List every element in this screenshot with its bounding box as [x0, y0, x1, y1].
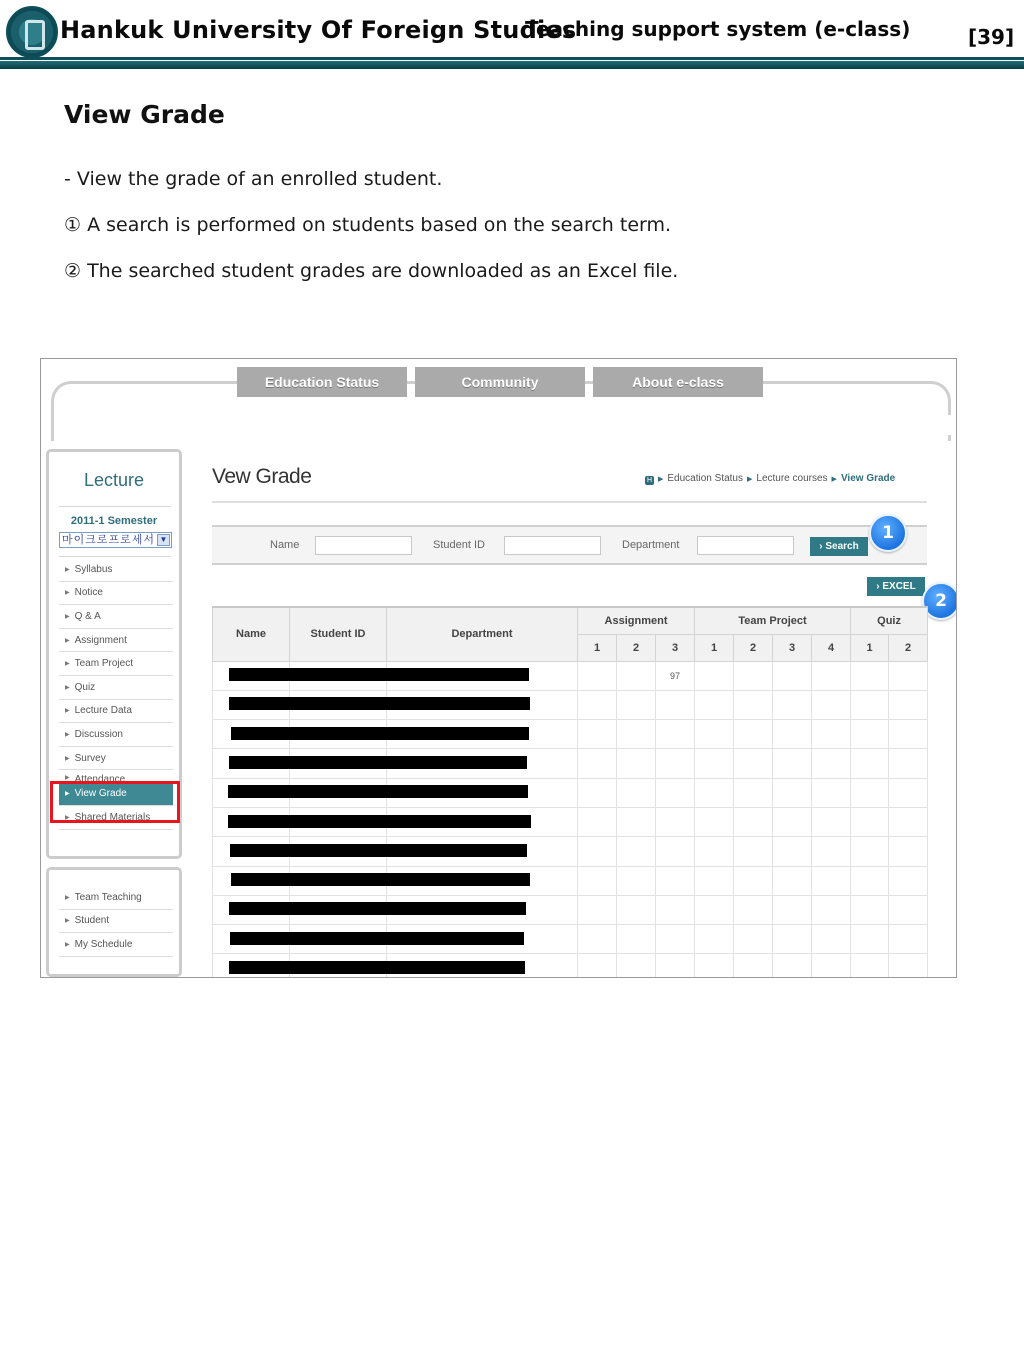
score-cell: [812, 661, 851, 690]
title-divider: [212, 501, 927, 503]
score-cell: [695, 778, 734, 807]
student-id-input[interactable]: [504, 536, 601, 555]
score-cell: [617, 895, 656, 924]
score-cell: [889, 807, 928, 836]
score-cell: [773, 749, 812, 778]
slide-title: View Grade: [64, 100, 225, 129]
score-cell: [578, 807, 617, 836]
description-item: ② The searched student grades are downloaded as an Excel file.: [64, 260, 679, 282]
subheader-assignment-3: 3: [656, 634, 695, 661]
subheader-team-project-1: 1: [695, 634, 734, 661]
score-cell: [695, 954, 734, 978]
score-cell: [812, 895, 851, 924]
score-cell: [773, 925, 812, 954]
score-cell: [851, 954, 889, 978]
sidebar-item-qa[interactable]: ▶ Q & A: [59, 605, 173, 629]
redaction-bar: [229, 961, 525, 974]
score-cell: [734, 837, 773, 866]
subheader-assignment-1: 1: [578, 634, 617, 661]
score-cell: [617, 954, 656, 978]
score-cell: [812, 866, 851, 895]
sidebar-item-assignment[interactable]: ▶ Assignment: [59, 629, 173, 653]
triangle-right-icon: ▶: [65, 566, 70, 573]
score-cell: [889, 749, 928, 778]
score-cell: [656, 778, 695, 807]
score-cell: [617, 720, 656, 749]
score-cell: [695, 720, 734, 749]
subheader-assignment-2: 2: [617, 634, 656, 661]
score-cell: [656, 925, 695, 954]
triangle-right-icon: ▶: [65, 894, 70, 901]
score-cell: [773, 690, 812, 719]
page-number: [39]: [968, 25, 1015, 49]
score-cell: [812, 837, 851, 866]
triangle-right-icon: ▶: [65, 941, 70, 948]
triangle-right-icon: ▶: [65, 661, 70, 668]
description-list: [64, 168, 678, 306]
score-cell: [695, 749, 734, 778]
chevron-down-icon[interactable]: ▼: [157, 534, 170, 546]
score-cell: [656, 807, 695, 836]
sidebar-item-lecture-data[interactable]: ▶ Lecture Data: [59, 700, 173, 724]
subheader-team-project-2: 2: [734, 634, 773, 661]
column-header-department: Department: [387, 607, 578, 661]
score-cell: [734, 749, 773, 778]
redaction-bar: [229, 902, 526, 915]
score-cell: [734, 778, 773, 807]
triangle-right-icon: ▶: [65, 708, 70, 715]
description-item: ① A search is performed on students based on the search term.: [64, 214, 672, 236]
sidebar-item-team-teaching[interactable]: ▶ Team Teaching: [59, 886, 173, 910]
semester-label: 2011-1 Semester: [70, 515, 158, 527]
score-cell: [617, 837, 656, 866]
view-grade-highlight: [50, 781, 180, 823]
score-cell: [889, 925, 928, 954]
score-cell: [695, 661, 734, 690]
score-cell: [578, 661, 617, 690]
score-cell: [695, 866, 734, 895]
score-cell: [617, 778, 656, 807]
redaction-bar: [228, 815, 531, 828]
score-cell: [617, 925, 656, 954]
sidebar-item-shared-materials[interactable]: ▶ Shared Materials: [59, 806, 173, 830]
triangle-right-icon: ▶: [65, 755, 70, 762]
department-input[interactable]: [697, 536, 794, 555]
score-cell: [617, 866, 656, 895]
score-cell: [617, 807, 656, 836]
score-cell: [578, 778, 617, 807]
score-cell: [734, 925, 773, 954]
tab-about-eclass[interactable]: About e-class: [593, 367, 763, 397]
home-icon[interactable]: H: [646, 477, 653, 484]
score-cell: [851, 807, 889, 836]
score-cell: [851, 778, 889, 807]
triangle-right-icon: ▶: [65, 918, 70, 925]
sidebar-item-attendance[interactable]: ▶ Attendance: [59, 770, 173, 782]
header-divider: [0, 57, 1024, 60]
student-id-label: Student ID: [433, 539, 485, 551]
score-cell: [578, 866, 617, 895]
score-cell: [578, 720, 617, 749]
triangle-right-icon: ▶: [65, 637, 70, 644]
score-cell: [734, 866, 773, 895]
subheader-team-project-4: 4: [812, 634, 851, 661]
sidebar-title: Lecture: [83, 470, 145, 490]
score-cell: [734, 954, 773, 978]
score-cell: [734, 895, 773, 924]
redaction-bar: [230, 844, 527, 857]
breadcrumb-item[interactable]: Education Status: [667, 473, 743, 484]
university-name: Hankuk University Of Foreign Studies: [60, 16, 577, 44]
score-cell: [851, 895, 889, 924]
score-cell: [656, 720, 695, 749]
sidebar-item-discussion[interactable]: ▶ Discussion: [59, 723, 173, 747]
score-cell: [656, 690, 695, 719]
excel-button[interactable]: › EXCEL: [867, 577, 925, 596]
score-cell: [773, 837, 812, 866]
redaction-bar: [228, 785, 528, 798]
column-header-name: Name: [213, 607, 290, 661]
sidebar-item-team-project[interactable]: ▶ Team Project: [59, 652, 173, 676]
sidebar-item-student[interactable]: ▶ Student: [59, 910, 173, 934]
score-cell: [851, 720, 889, 749]
score-cell: [773, 720, 812, 749]
score-cell: [695, 837, 734, 866]
score-cell: [851, 925, 889, 954]
score-cell: [812, 807, 851, 836]
eclass-screenshot: [40, 358, 957, 978]
score-cell: [656, 895, 695, 924]
score-cell: [656, 954, 695, 978]
triangle-right-icon: ▶: [65, 731, 70, 738]
score-cell: [656, 866, 695, 895]
subheader-quiz-2: 2: [889, 634, 928, 661]
score-cell: [773, 661, 812, 690]
score-cell: [773, 895, 812, 924]
column-header-quiz: Quiz: [851, 607, 928, 634]
score-cell: [617, 690, 656, 719]
column-header-student-id: Student ID: [290, 607, 387, 661]
callout-badge-1: 1: [869, 514, 907, 552]
score-cell: [889, 837, 928, 866]
score-cell: [812, 720, 851, 749]
redaction-bar: [229, 756, 527, 769]
score-cell: [578, 925, 617, 954]
score-cell: [889, 895, 928, 924]
triangle-right-icon: ▶: [65, 814, 70, 821]
column-header-team-project: Team Project: [695, 607, 851, 634]
score-cell: [578, 895, 617, 924]
breadcrumb: [645, 473, 895, 485]
breadcrumb-current: View Grade: [840, 473, 896, 484]
secondary-sidebar: [46, 867, 182, 977]
search-button[interactable]: › Search: [810, 537, 868, 556]
score-cell: [578, 690, 617, 719]
score-cell: [695, 690, 734, 719]
redaction-bar: [229, 697, 530, 710]
score-cell: [617, 749, 656, 778]
score-cell: [851, 866, 889, 895]
top-nav: [237, 367, 763, 397]
sidebar-item-survey[interactable]: ▶ Survey: [59, 747, 173, 771]
triangle-right-icon: ▶: [747, 476, 753, 483]
subheader-quiz-1: 1: [851, 634, 889, 661]
triangle-right-icon: ▶: [65, 775, 70, 782]
score-cell: [889, 778, 928, 807]
university-logo-icon: [6, 6, 58, 58]
course-select[interactable]: [59, 532, 172, 548]
score-cell: [773, 778, 812, 807]
course-select-value: 마이크로프로세서: [62, 534, 156, 546]
name-label: Name: [270, 539, 300, 551]
sidebar-item-view-grade[interactable]: ▶ View Grade: [59, 782, 173, 806]
description-item: - View the grade of an enrolled student.: [64, 168, 443, 190]
score-cell: [656, 749, 695, 778]
score-cell: [812, 954, 851, 978]
score-cell: [734, 661, 773, 690]
score-cell: [889, 866, 928, 895]
department-label: Department: [622, 539, 680, 551]
redaction-bar: [231, 873, 530, 886]
score-cell: [851, 690, 889, 719]
score-cell: [617, 661, 656, 690]
triangle-right-icon: ▶: [65, 684, 70, 691]
score-cell: [656, 837, 695, 866]
score-cell: [851, 837, 889, 866]
triangle-right-icon: ▶: [65, 590, 70, 597]
search-bar: [212, 525, 927, 565]
sidebar-item-my-schedule[interactable]: ▶ My Schedule: [59, 933, 173, 957]
score-cell: [812, 690, 851, 719]
score-cell: [734, 690, 773, 719]
score-cell: [773, 807, 812, 836]
triangle-right-icon: ▶: [831, 476, 837, 483]
score-cell: [695, 925, 734, 954]
sidebar-item-quiz[interactable]: ▶ Quiz: [59, 676, 173, 700]
score-cell: [889, 690, 928, 719]
breadcrumb-item[interactable]: Lecture courses: [756, 473, 828, 484]
triangle-right-icon: ▶: [65, 791, 70, 798]
content-title: Vew Grade: [212, 465, 312, 488]
score-cell: [734, 807, 773, 836]
score-cell: [851, 661, 889, 690]
score-cell: [695, 807, 734, 836]
column-header-assignment: Assignment: [578, 607, 695, 634]
sidebar-item-notice[interactable]: ▶ Notice: [59, 582, 173, 606]
score-cell: [889, 720, 928, 749]
system-name: Teaching support system (e-class): [525, 17, 911, 41]
page-header: [0, 0, 1024, 70]
tab-education-status[interactable]: Education Status: [237, 367, 407, 397]
header-band: [0, 61, 1024, 69]
score-cell: [812, 925, 851, 954]
score-cell: [578, 837, 617, 866]
score-cell: [889, 954, 928, 978]
sidebar-item-syllabus[interactable]: ▶ Syllabus: [59, 558, 173, 582]
score-cell: [773, 954, 812, 978]
name-input[interactable]: [315, 536, 412, 555]
redaction-bar: [230, 932, 524, 945]
score-cell: [851, 749, 889, 778]
callout-badge-2: 2: [922, 582, 957, 620]
score-cell: [578, 749, 617, 778]
score-cell: [889, 661, 928, 690]
score-cell: [773, 866, 812, 895]
triangle-right-icon: ▶: [658, 476, 664, 483]
redaction-bar: [231, 727, 529, 740]
tab-community[interactable]: Community: [415, 367, 585, 397]
triangle-right-icon: ▶: [65, 613, 70, 620]
score-cell: [578, 954, 617, 978]
subheader-team-project-3: 3: [773, 634, 812, 661]
score-cell: [695, 895, 734, 924]
redaction-bar: [229, 668, 529, 681]
score-cell: [812, 778, 851, 807]
score-cell: [734, 720, 773, 749]
score-cell: 97: [656, 661, 695, 690]
score-cell: [812, 749, 851, 778]
secondary-menu: [59, 886, 173, 957]
